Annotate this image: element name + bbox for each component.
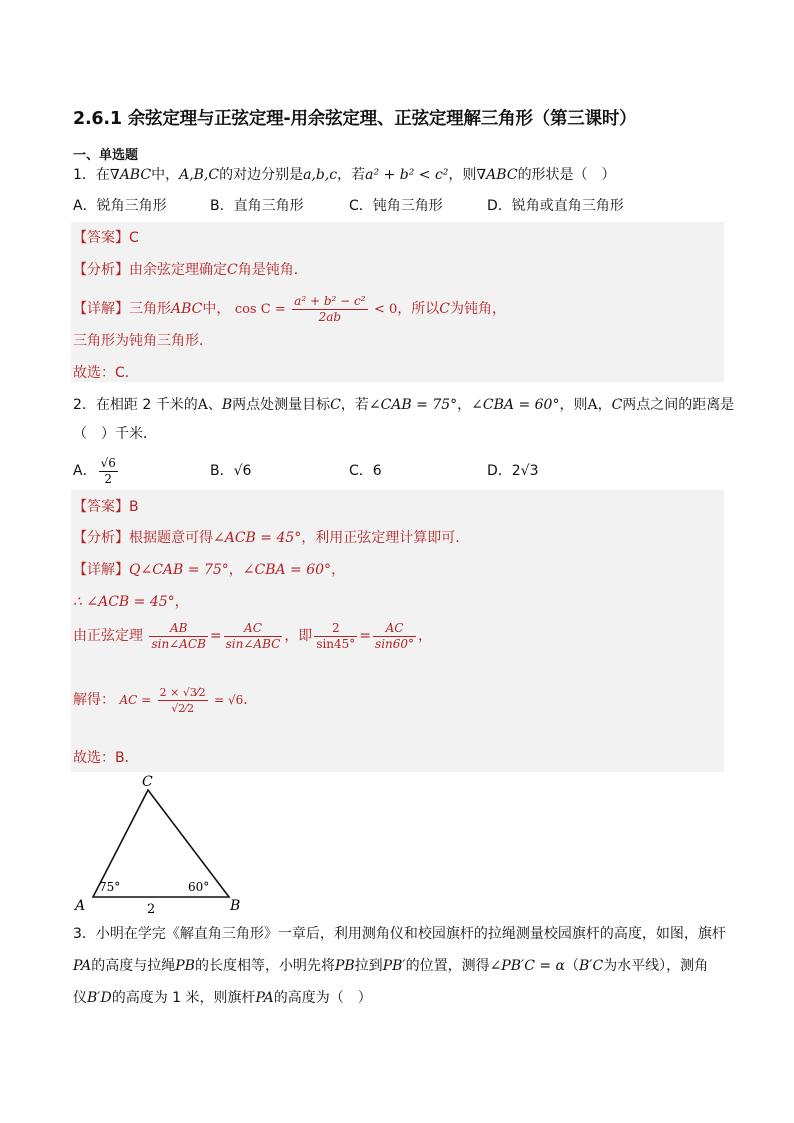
q1-detail-line2: 三角形为钝角三角形． (73, 333, 213, 349)
q2-var: A (197, 397, 208, 413)
q2-option-d[interactable]: D．2√3 (487, 463, 539, 479)
detail-text: ， (228, 562, 243, 578)
detail-text: ， (174, 594, 189, 610)
detail-var: ABC (171, 301, 203, 317)
answer-tag: 【答案】 (73, 499, 129, 515)
frac-num: AC (373, 621, 416, 637)
q2-angle-cab: ∠CAB = 75° (368, 397, 458, 413)
q3-var: PB′ (382, 958, 406, 974)
sine-frac-4 (373, 621, 416, 652)
cos-compare: < 0 (373, 302, 398, 317)
frac-den: sin60° (375, 636, 415, 651)
q2-analysis (73, 528, 460, 548)
q1-triangle: ∇ABC (476, 167, 518, 183)
q3-var: PA (73, 958, 92, 974)
analysis-text: 根据题意可得 (129, 530, 213, 546)
cos-fraction (292, 294, 367, 325)
q2-option-c[interactable]: C．6 (349, 463, 382, 479)
detail-text: 为钝角， (450, 301, 506, 317)
q3-text: 仪 (73, 990, 87, 1006)
detail-tag: 【详解】 (73, 562, 129, 578)
analysis-tag: 【分析】 (73, 262, 129, 278)
detail-text: 三角形 (129, 301, 171, 317)
detail-text: ，所以 (397, 301, 440, 317)
q2-stem-line2: （ ）千米． (73, 426, 157, 442)
detail-text: ， (331, 562, 346, 578)
q1-detail (73, 292, 506, 327)
q2-text: 两点之间的距离是 (622, 397, 735, 413)
q1-option-a[interactable]: A．锐角三角形 (73, 198, 167, 214)
sine-text: ，即 (284, 628, 313, 644)
q1-text: ，若 (337, 167, 366, 183)
solve-text: ． (243, 692, 258, 708)
solve-den: √2⁄2 (171, 701, 195, 715)
detail-text: 中， (202, 301, 231, 317)
q1-option-b[interactable]: B．直角三角形 (210, 198, 304, 214)
solve-lhs: AC = (119, 693, 152, 707)
q2-detail (73, 560, 345, 580)
q2-text: ，则 (559, 397, 588, 413)
q1-num: 1．在 (73, 167, 110, 183)
q3-angle: ∠PB′C = α (489, 958, 565, 974)
answer-tag: 【答案】 (73, 230, 129, 246)
analysis-text: 由余弦定理确定 (129, 262, 227, 278)
q3-var: B′C (579, 958, 604, 974)
q2-option-b[interactable]: B．√6 (210, 463, 252, 479)
q2-var: C (611, 397, 623, 413)
q3-line1: 3．小明在学完《解直角三角形》一章后，利用测角仪和校园旗杆的拉绳测量校园旗杆的高度，如图，旗杆 (73, 926, 726, 942)
analysis-tag: 【分析】 (73, 530, 129, 546)
option-a-num: √6 (100, 455, 116, 470)
frac-num: 2 (314, 621, 357, 637)
analysis-text: ，利用正弦定理计算即可. (301, 530, 460, 546)
frac-den: sin∠ACB (151, 636, 206, 651)
vertex-a-label: A (75, 898, 86, 914)
q1-text: 的形状是（ ） (517, 167, 616, 183)
sine-frac-1 (149, 621, 207, 652)
q2-sine-law (73, 618, 432, 654)
analysis-eq: ∠ACB = 45° (213, 530, 302, 546)
solve-fraction (158, 685, 208, 716)
q1-option-c[interactable]: C．钝角三角形 (349, 198, 443, 214)
frac-num: AB (149, 621, 207, 637)
answer-value: B (129, 499, 139, 515)
q1-text: 的对边分别是 (219, 167, 304, 183)
q3-text: 为水平线），测角 (603, 958, 709, 974)
q3-text: 的高度为（ ） (273, 990, 372, 1006)
detail-tag: 【详解】 (73, 301, 129, 317)
option-a-fraction (99, 456, 118, 487)
therefore-eq: ∴ ∠ACB = 45° (73, 594, 175, 610)
q2-var: C (330, 397, 341, 413)
q3-var: PB (175, 958, 195, 974)
q1-vertices: A,B,C (179, 167, 220, 183)
angle-a-label: 75° (99, 880, 121, 894)
cos-numerator: a² + b² − c² (294, 293, 366, 308)
triangle-figure (71, 772, 243, 915)
q1-choose: 故选：C． (73, 365, 139, 381)
q3-var: B′D (87, 990, 112, 1006)
detail-eq: ∠CBA = 60° (242, 562, 332, 578)
q2-choose: 故选：B． (73, 750, 139, 766)
q2-solve (73, 672, 257, 728)
q1-stem (73, 165, 616, 185)
solve-num: 2 × √3⁄2 (159, 685, 206, 699)
vertex-b-label: B (230, 898, 241, 914)
q2-text: 、 (207, 397, 222, 413)
cos-denominator: 2ab (318, 309, 342, 324)
frac-den: sin∠ABC (225, 636, 281, 651)
q2-text: 两点处测量目标 (232, 397, 331, 413)
frac-den: sin45° (316, 636, 356, 651)
q2-angle-cba: ∠CBA = 60° (471, 397, 560, 413)
q2-text: ， (457, 397, 472, 413)
q1-analysis (73, 260, 308, 280)
equals: = (209, 628, 222, 644)
q3-text: 的长度相等，小明先将 (194, 958, 335, 974)
q2-text: ，若 (340, 397, 369, 413)
q2-answer (73, 497, 139, 517)
q3-var: PB (334, 958, 355, 974)
q1-option-d[interactable]: D．锐角或直角三角形 (487, 198, 624, 214)
q2-var: B (221, 397, 233, 413)
q2-option-a[interactable] (73, 454, 120, 488)
q3-text: 的高度与拉绳 (91, 958, 176, 974)
q2-text: 2．在相距 2 千米的 (73, 397, 198, 413)
q1-condition: a² + b² < c² (365, 167, 449, 183)
q2-therefore (73, 592, 189, 612)
angle-b-label: 60° (188, 880, 210, 894)
side-ab-label: 2 (147, 902, 156, 915)
q1-answer (73, 228, 139, 248)
q2-stem (73, 395, 734, 415)
answer-value: C (129, 230, 139, 246)
q3-line2 (73, 956, 708, 976)
q1-text: ，则 (448, 167, 477, 183)
q3-text: 的位置，测得 (405, 958, 490, 974)
option-label: A． (73, 463, 97, 479)
solve-result: = √6 (214, 693, 244, 707)
analysis-var: C (227, 262, 238, 278)
sine-frac-2 (224, 621, 283, 652)
q3-text: （ (565, 958, 579, 974)
analysis-text: 角是钝角． (237, 262, 308, 278)
q1-sides: a,b,c (303, 167, 338, 183)
q2-var: A (587, 397, 598, 413)
section-heading: 一、单选题 (73, 148, 139, 163)
option-a-den: 2 (104, 471, 113, 486)
detail-eq: Q∠CAB = 75° (129, 562, 229, 578)
q2-text: ， (597, 397, 612, 413)
solve-text: 解得： (73, 692, 115, 708)
cos-label: cos C = (234, 302, 286, 317)
detail-var: C (439, 301, 450, 317)
vertex-c-label: C (142, 774, 153, 790)
sine-text: ， (418, 628, 433, 644)
q1-text: 中， (151, 167, 180, 183)
q3-text: 拉到 (354, 958, 383, 974)
page-title: 2.6.1 余弦定理与正弦定理-用余弦定理、正弦定理解三角形（第三课时） (73, 109, 637, 129)
q1-triangle: ∇ABC (109, 167, 152, 183)
frac-num: AC (224, 621, 283, 637)
q3-text: 的高度为 1 米，则旗杆 (111, 990, 256, 1006)
q3-var: PA (255, 990, 274, 1006)
q3-line3 (73, 988, 372, 1008)
sine-text: 由正弦定理 (73, 628, 143, 644)
sine-frac-3 (314, 621, 357, 652)
equals: = (359, 628, 372, 644)
